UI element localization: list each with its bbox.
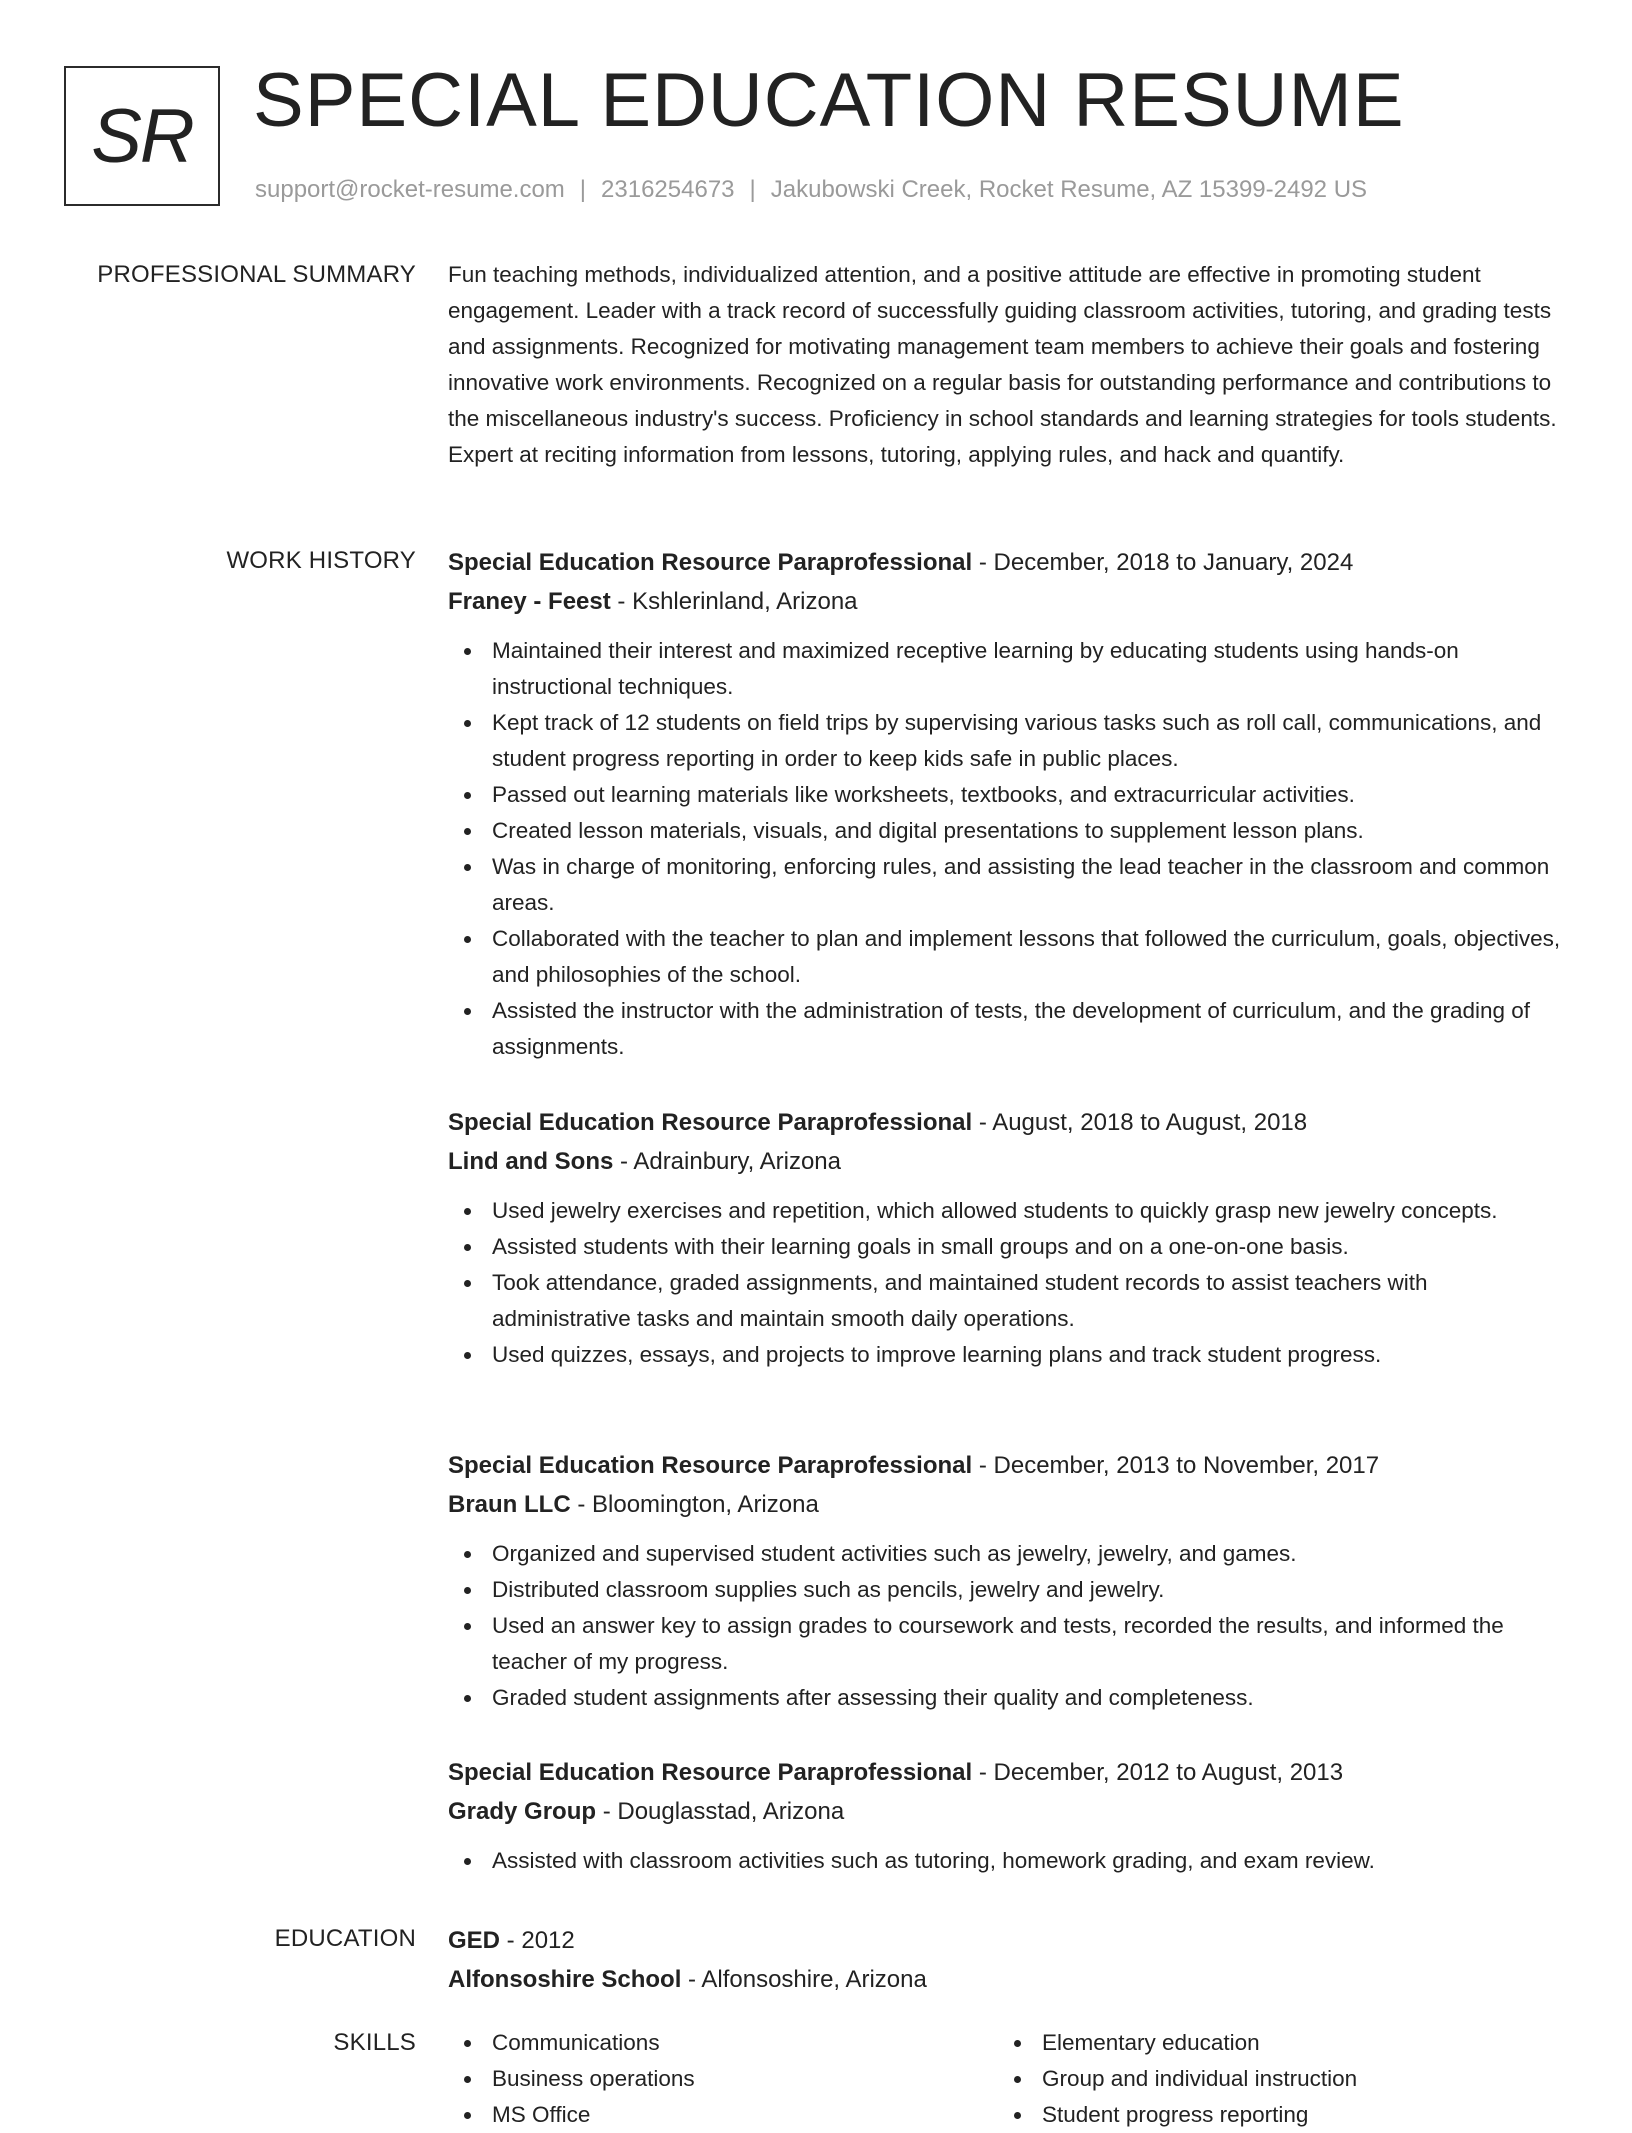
education-degree: GED <box>448 1927 501 1954</box>
section-label-work-history: WORK HISTORY <box>226 547 416 574</box>
job-location: - Adrainbury, Arizona <box>613 1148 841 1175</box>
section-label-education: EDUCATION <box>274 1925 416 1952</box>
job-company: Braun LLC <box>448 1491 571 1518</box>
job-title: Special Education Resource Paraprofessional <box>448 549 973 576</box>
skills-columns <box>448 2025 1570 2133</box>
job-dates: - December, 2013 to November, 2017 <box>972 1452 1380 1479</box>
job-location: - Bloomington, Arizona <box>570 1491 819 1518</box>
list-item: Graded student assignments after assessing their quality and completeness. <box>492 1680 1570 1716</box>
education-location: - Alfonsoshire, Arizona <box>681 1966 927 1993</box>
skill-item: Elementary education <box>1042 2025 1548 2061</box>
list-item: Used jewelry exercises and repetition, which allowed students to quickly grasp new jewelry concepts. <box>492 1193 1570 1229</box>
job-title: Special Education Resource Paraprofessional <box>448 1109 973 1136</box>
list-item: Organized and supervised student activities such as jewelry, jewelry, and games. <box>492 1536 1570 1572</box>
skills-column-right <box>998 2025 1548 2133</box>
job-bullets <box>448 1843 1570 1879</box>
job-dates: - August, 2018 to August, 2018 <box>972 1109 1308 1136</box>
list-item: Took attendance, graded assignments, and maintained student records to assist teachers with administrative tasks and maintain smooth daily operations. <box>492 1265 1570 1337</box>
job-entry <box>448 1753 1570 1879</box>
skill-item: Business operations <box>492 2061 998 2097</box>
job-company-line <box>448 1142 1570 1181</box>
contact-phone[interactable]: 2316254673 <box>601 176 735 203</box>
job-title: Special Education Resource Paraprofessional <box>448 1759 973 1786</box>
resume-title: SPECIAL EDUCATION RESUME <box>253 58 1405 143</box>
section-label-summary: PROFESSIONAL SUMMARY <box>97 261 416 288</box>
job-company: Grady Group <box>448 1798 597 1825</box>
job-company-line <box>448 582 1570 621</box>
job-location: - Kshlerinland, Arizona <box>610 588 858 615</box>
job-location: - Douglasstad, Arizona <box>596 1798 845 1825</box>
monogram: SR <box>64 66 220 206</box>
job-company-line <box>448 1485 1570 1524</box>
list-item: Kept track of 12 students on field trips by supervising various tasks such as roll call, communications, and student progress reporting in order to keep kids safe in public places. <box>492 705 1570 777</box>
education-body <box>448 1921 1570 1999</box>
skill-item: MS Office <box>492 2097 998 2133</box>
skill-item: Communications <box>492 2025 998 2061</box>
list-item: Assisted with classroom activities such as tutoring, homework grading, and exam review. <box>492 1843 1570 1879</box>
job-bullets <box>448 1536 1570 1716</box>
job-dates: - December, 2012 to August, 2013 <box>972 1759 1344 1786</box>
job-entry <box>448 1446 1570 1716</box>
job-company: Franey - Feest <box>448 588 611 615</box>
contact-email[interactable]: support@rocket-resume.com <box>255 176 565 203</box>
contact-separator: | <box>579 176 587 203</box>
job-bullets <box>448 633 1570 1065</box>
list-item: Passed out learning materials like worksheets, textbooks, and extracurricular activities. <box>492 777 1570 813</box>
list-item: Used an answer key to assign grades to coursework and tests, recorded the results, and informed the teacher of my progress. <box>492 1608 1570 1680</box>
list-item: Assisted the instructor with the administration of tests, the development of curriculum, and the grading of assignments. <box>492 993 1570 1065</box>
list-item: Created lesson materials, visuals, and digital presentations to supplement lesson plans. <box>492 813 1570 849</box>
education-school: Alfonsoshire School <box>448 1966 682 1993</box>
contact-line <box>255 174 1367 206</box>
contact-separator: | <box>749 176 756 203</box>
job-title-line <box>448 1753 1570 1792</box>
section-label-skills: SKILLS <box>333 2029 416 2056</box>
contact-address: Jakubowski Creek, Rocket Resume, AZ 15399-2492 US <box>770 176 1368 203</box>
skills-column-left <box>448 2025 998 2133</box>
job-company-line <box>448 1792 1570 1831</box>
list-item: Used quizzes, essays, and projects to improve learning plans and track student progress. <box>492 1337 1570 1373</box>
skill-item: Group and individual instruction <box>1042 2061 1548 2097</box>
skills-list <box>998 2025 1548 2133</box>
list-item: Distributed classroom supplies such as pencils, jewelry and jewelry. <box>492 1572 1570 1608</box>
summary-text: Fun teaching methods, individualized attention, and a positive attitude are effective in promoting student engagement. Leader with a track record of successfully guiding classroom activities, tutoring, and grading tests and assignments. Recognized for motivating management team members to achieve their goals and fostering innovative work environments. Recognized on a regular basis for outstanding performance and contributions to the miscellaneous industry's success. Proficiency in school standards and learning strategies for tools students. Expert at reciting information from lessons, tutoring, applying rules, and hack and quantify. <box>448 262 1557 467</box>
job-title-line <box>448 1103 1570 1142</box>
list-item: Assisted students with their learning goals in small groups and on a one-on-one basis. <box>492 1229 1570 1265</box>
job-dates: - December, 2018 to January, 2024 <box>972 549 1354 576</box>
job-title-line <box>448 543 1570 582</box>
job-bullets <box>448 1193 1570 1373</box>
list-item: Maintained their interest and maximized receptive learning by educating students using hands-on instructional techniques. <box>492 633 1570 705</box>
education-school-line <box>448 1960 1570 1999</box>
job-entry <box>448 1103 1570 1373</box>
job-entry <box>448 543 1570 1065</box>
list-item: Collaborated with the teacher to plan and implement lessons that followed the curriculum, goals, objectives, and philosophies of the school. <box>492 921 1570 993</box>
job-title-line <box>448 1446 1570 1485</box>
summary-body <box>448 257 1570 473</box>
education-degree-line <box>448 1921 1570 1960</box>
job-company: Lind and Sons <box>448 1148 614 1175</box>
list-item: Was in charge of monitoring, enforcing rules, and assisting the lead teacher in the classroom and common areas. <box>492 849 1570 921</box>
skills-body <box>448 2025 1570 2133</box>
skills-list <box>448 2025 998 2133</box>
education-year: - 2012 <box>500 1927 575 1954</box>
skill-item: Student progress reporting <box>1042 2097 1548 2133</box>
job-title: Special Education Resource Paraprofessional <box>448 1452 973 1479</box>
